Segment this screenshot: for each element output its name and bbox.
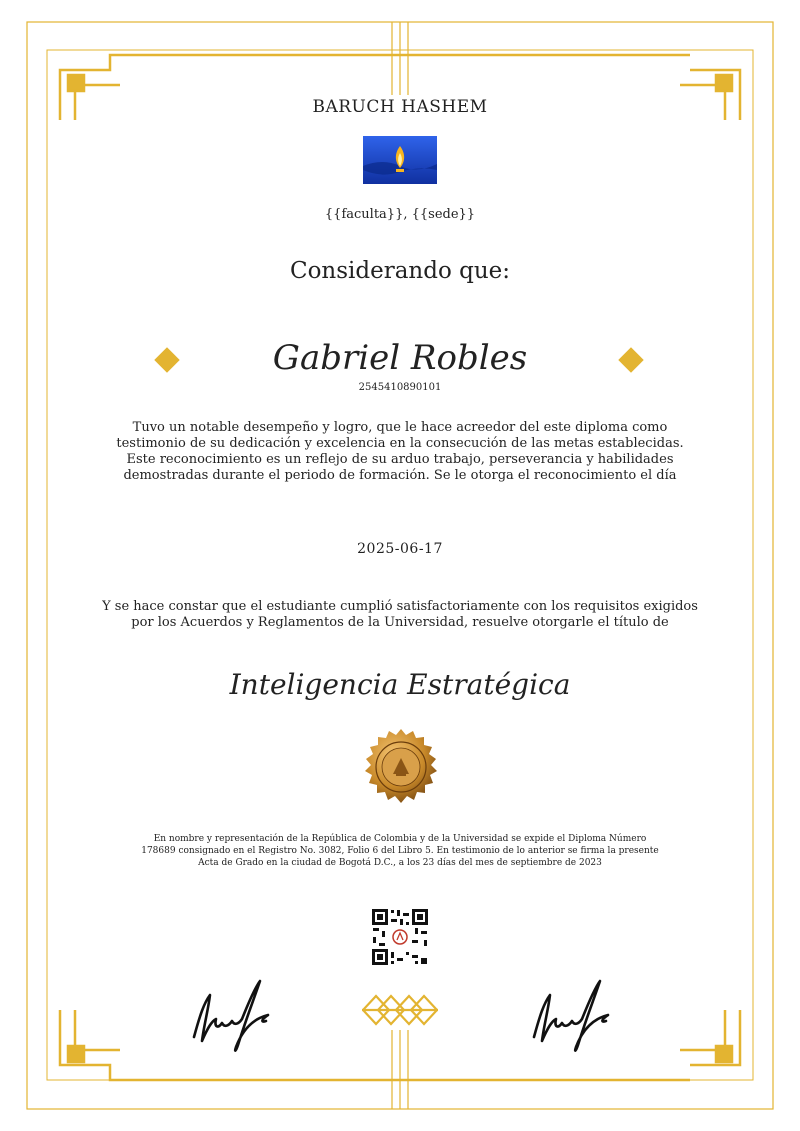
degree-title: Inteligencia Estratégica bbox=[229, 668, 571, 701]
diamond-knot-ornament-icon bbox=[362, 993, 438, 1027]
recipient-name: Gabriel Robles bbox=[272, 338, 528, 378]
qr-code-icon bbox=[370, 907, 430, 967]
considering-heading: Considerando que: bbox=[289, 258, 511, 284]
award-date: 2025-06-17 bbox=[357, 541, 443, 557]
legal-statement: En nombre y representación de la República de Colombia y de la Universidad se expide el Diploma Número 178689 consignado en el Registro No. 3082, Folio 6 del Libro 5. En testimonio de lo anterior se firma la presente Acta de Grado en la ciudad de Bogotá D.C., a los 23 días del mes de septiembre de 2023 bbox=[141, 834, 659, 868]
flame-logo-icon bbox=[363, 136, 437, 184]
faculty-line: {{faculta}}, {{sede}} bbox=[324, 207, 476, 222]
left-signature-icon bbox=[188, 975, 278, 1055]
recipient-id: 2545410890101 bbox=[358, 382, 442, 393]
recognition-paragraph: Tuvo un notable desempeño y logro, que le hace acreedor del este diploma como testimonio de su dedicación y excelencia en la consecución de las metas establecidas. Este reconocimiento es un reflejo de su arduo trabajo, perseverancia y habilidades demostradas durante el periodo de formación. Se le otorga el reconocimiento el día bbox=[116, 420, 684, 483]
right-signature-icon bbox=[528, 975, 618, 1055]
institution-name: BARUCH HASHEM bbox=[312, 97, 488, 117]
degree-paragraph: Y se hace constar que el estudiante cumplió satisfactoriamente con los requisitos exigidos por los Acuerdos y Reglamentos de la Universidad, resuelve otorgarle el título de bbox=[102, 599, 698, 630]
gold-seal-icon bbox=[360, 728, 442, 810]
